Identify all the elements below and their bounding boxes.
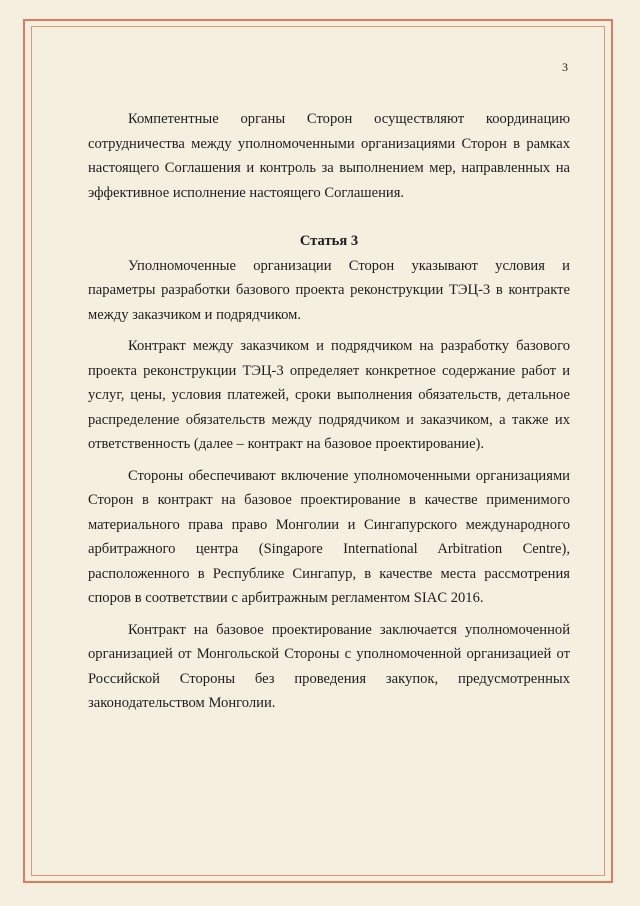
paragraph-intro: Компетентные органы Сторон осуществляют координацию сотрудничества между уполномоченными организациями Сторон в рамках настоящего Соглашения и контроль за выполнением мер, направленных на эффективное исполнение настоящего Соглашения. — [88, 111, 570, 201]
document-body — [88, 107, 570, 716]
article-paragraph-1: Уполномоченные организации Сторон указывают условия и параметры разработки базового проекта реконструкции ТЭЦ-3 в контракте между заказчиком и подрядчиком. — [88, 257, 570, 323]
article-paragraph-4: Контракт на базовое проектирование заключается уполномоченной организацией от Монгольской Стороны с уполномоченной организацией от Российской Стороны без проведения закупок, предусмотренных законодательством Монголии. — [88, 621, 570, 711]
article-paragraph-3: Стороны обеспечивают включение уполномоченными организациями Сторон в контракт на базовое проектирование в качестве применимого материального права право Монголии и Сингапурского международного арбитражного центра (Singapore International Arbitration Centre), расположенного в Республике Сингапур, в качестве места рассмотрения споров в соответствии с арбитражным регламентом SIAC 2016. — [88, 467, 570, 606]
page-number: 3 — [562, 60, 568, 74]
article-paragraph-2: Контракт между заказчиком и подрядчиком на разработку базового проекта реконструкции ТЭЦ-3 определяет конкретное содержание работ и услуг, цены, условия платежей, сроки выполнения обязательств, детальное распределение обязательств между подрядчиком и заказчиком, а также их ответственность (далее – контракт на базовое проектирование). — [88, 338, 570, 452]
article-heading: Статья 3 — [299, 233, 359, 249]
